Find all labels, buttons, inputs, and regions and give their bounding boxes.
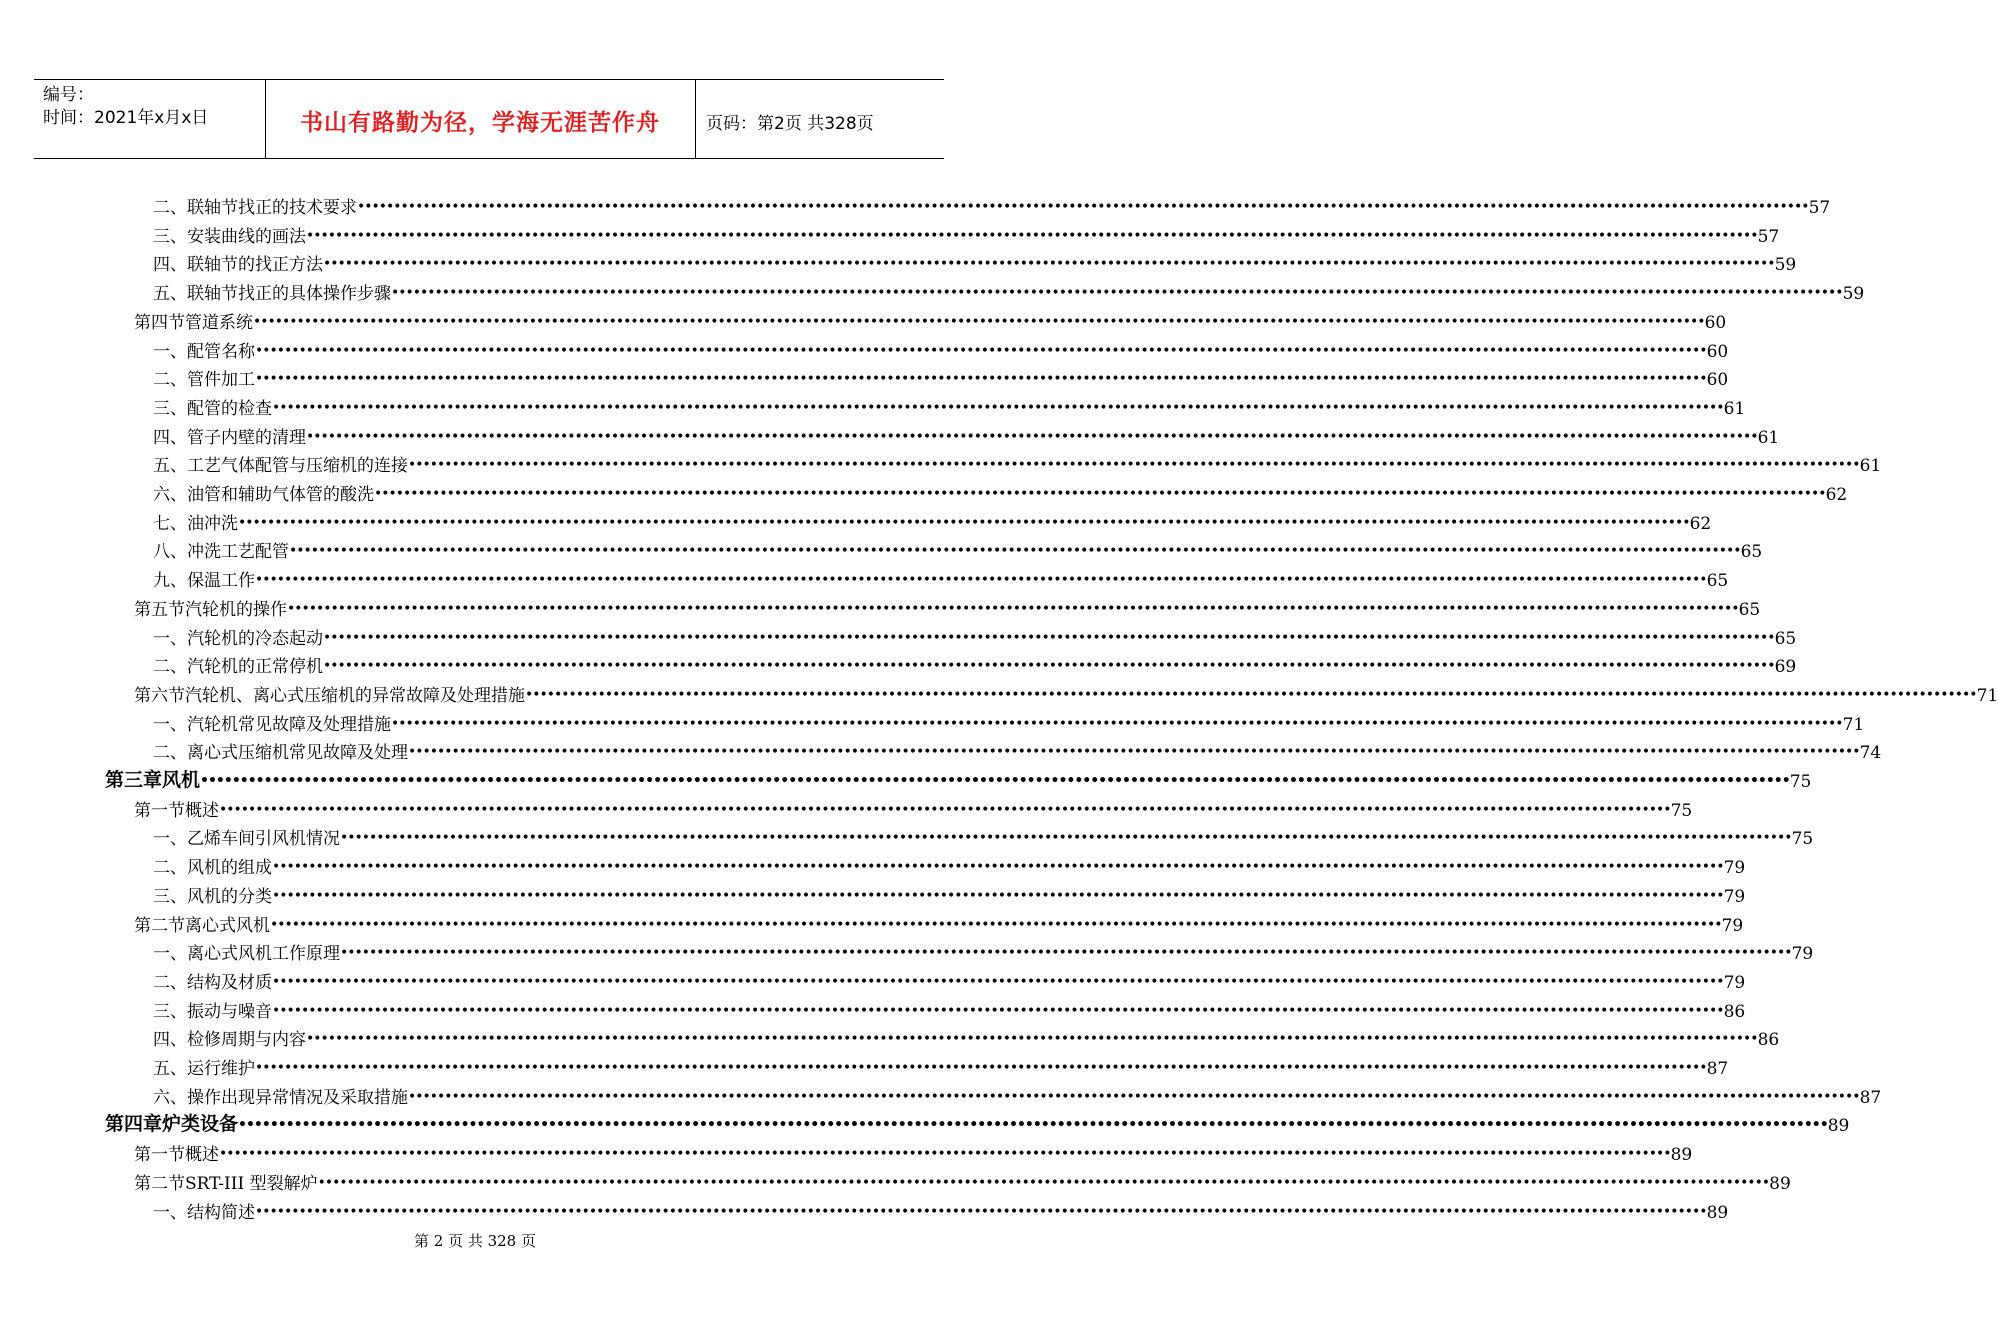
toc-entry-number: 四、 <box>153 1030 187 1051</box>
toc-entry-title: 风机的组成 <box>187 858 272 879</box>
toc-entry[interactable] <box>153 649 1797 678</box>
toc-entry[interactable] <box>153 936 1814 965</box>
toc-leader-dots: •••••••••••••••••••••••••••••••••••••••••••••••••••••••••••••••••••••••••••••••••••••••••••••••••••••••••••••••••••••••••••••••••••••••••••••••••••••••••••••••••••••••••••••••••••••••••••••••••••••••• <box>525 686 1977 703</box>
toc-entry-number: 第一节 <box>134 800 185 821</box>
toc-entry-page: 57 <box>1757 226 1780 247</box>
toc-entry-title: 汽轮机常见故障及处理措施 <box>187 714 391 735</box>
header-motto: 书山有路勤为径，学海无涯苦作舟 <box>300 110 660 136</box>
toc-leader-dots: •••••••••••••••••••••••••••••••••••••••••••••••••••••••••••••••••••••••••••••••••••••••••••••••••••••••••••••••••••••••••••••••••••••••••••••••••••••••••••••••••••••••••••••••••••••••••••••••••••••••• <box>219 801 1671 818</box>
toc-entry-title: 结构及材质 <box>187 972 272 993</box>
toc-entry-title: 风机 <box>162 769 201 791</box>
toc-entry-number: 二、 <box>153 370 187 391</box>
toc-entry-page: 79 <box>1723 886 1746 907</box>
toc-entry-page: 79 <box>1723 858 1746 879</box>
doc-number-label: 编号： <box>43 85 94 105</box>
toc-entry-number: 一、 <box>153 1202 187 1223</box>
toc-leader-dots: •••••••••••••••••••••••••••••••••••••••••••••••••••••••••••••••••••••••••••••••••••••••••••••••••••••••••••••••••••••••••••••••••••••••••••••••••••••••••••••••••••••••••••••••••••••••••••••••••••••••• <box>323 658 1775 675</box>
toc-entry-number: 七、 <box>153 513 187 534</box>
toc-entry[interactable] <box>153 276 1865 305</box>
toc-entry-page: 60 <box>1706 370 1729 391</box>
toc-entry-page: 62 <box>1689 513 1712 534</box>
toc-entry-title: 概述 <box>185 800 219 821</box>
toc-entry[interactable] <box>134 908 1744 936</box>
toc-entry-number: 第二节 <box>134 1173 185 1194</box>
toc-entry[interactable] <box>153 448 1882 477</box>
toc-entry-number: 二、 <box>153 858 187 879</box>
toc-entry-page: 87 <box>1859 1087 1882 1108</box>
toc-leader-dots: •••••••••••••••••••••••••••••••••••••••••••••••••••••••••••••••••••••••••••••••••••••••••••••••••••••••••••••••••••••••••••••••••••••••••••••••••••••••••••••••••••••••••••••••••••••••••••••••••••••••• <box>272 887 1724 904</box>
toc-entry-number: 三、 <box>153 886 187 907</box>
toc-entry-page: 62 <box>1825 485 1848 505</box>
toc-entry[interactable] <box>153 735 1882 764</box>
toc-entry-page: 71 <box>1976 685 1998 706</box>
toc-entry-number: 五、 <box>153 284 187 305</box>
toc-entry-number: 二、 <box>153 657 187 678</box>
time-line: 时间：2021年x月x日 <box>43 108 209 128</box>
toc-entry-title: 冲洗工艺配管 <box>187 542 289 563</box>
toc-entry-title: 管件加工 <box>187 370 255 391</box>
toc-entry[interactable] <box>153 1080 1882 1108</box>
toc-entry-page: 60 <box>1704 312 1727 333</box>
toc-entry-title: 检修周期与内容 <box>187 1030 306 1051</box>
toc-entry-title: 联轴节的找正方法 <box>187 255 323 276</box>
toc-entry[interactable] <box>134 305 1727 333</box>
toc-leader-dots: •••••••••••••••••••••••••••••••••••••••••••••••••••••••••••••••••••••••••••••••••••••••••••••••••••••••••••••••••••••••••••••••••••••••••••••••••••••••••••••••••••••••••••••••••••••••••••••••••••••••• <box>374 486 1826 502</box>
toc-entry-number: 八、 <box>153 542 187 563</box>
toc-entry[interactable] <box>153 362 1729 391</box>
toc-entry-number: 二、 <box>153 972 187 993</box>
document-header <box>34 79 944 159</box>
toc-entry-page: 65 <box>1706 571 1729 592</box>
toc-leader-dots: •••••••••••••••••••••••••••••••••••••••••••••••••••••••••••••••••••••••••••••••••••••••••••••••••••••••••••••••••••••••••••••••••••••••••••••••••••••••••••••••••••••••••••••••••••••••••••••••••••••••• <box>391 285 1843 302</box>
toc-leader-dots: •••••••••••••••••••••••••••••••••••••••••••••••••••••••••••••••••••••••••••••••••••••••••••••••••••••••••••••••••••••••••••••••••••••••••••••••••••••••••••••••••••••••••••••••••••••••••••••••••••••••• <box>408 744 1860 761</box>
toc-leader-dots: •••••••••••••••••••••••••••••••••••••••••••••••••••••••••••••••••••••••••••••••••••••••••••••••••••••••••••••••••••••••••••••••••••••••••••••••••••••••••••••••••••••••••••••••••••••••••••••••••••••••• <box>238 514 1690 531</box>
toc-entry-page: 69 <box>1774 657 1797 678</box>
toc-leader-dots: •••••••••••••••••••••••••••••••••••••••••••••••••••••••••••••••••••••••••••••••••••••••••••••••••••••••••••••••••••••••••••••••••••••••••••••••••••••••••••••••••••••••••••••••••••••••••••••••••••••••• <box>255 371 1707 388</box>
toc-entry[interactable] <box>134 793 1693 821</box>
header-page-info: 页码：第2页 共328页 <box>706 114 874 134</box>
toc-entry-page: 75 <box>1670 800 1693 821</box>
page-footer: 第 2 页 共 328 页 <box>413 1232 536 1250</box>
toc-entry-page: 89 <box>1706 1202 1729 1223</box>
toc-entry[interactable] <box>105 1108 1850 1137</box>
toc-entry-number: 九、 <box>153 571 187 592</box>
toc-leader-dots: •••••••••••••••••••••••••••••••••••••••••••••••••••••••••••••••••••••••••••••••••••••••••••••••••••••••••••••••••••••••••••••••••••••••••••••••••••••••••••••••••••••••••••••••••••••••••••••••••••••••• <box>306 227 1758 244</box>
toc-entry-title: 管子内壁的清理 <box>187 427 306 448</box>
toc-entry-title: 油管和辅助气体管的酸洗 <box>187 485 374 505</box>
header-meta <box>43 84 208 130</box>
toc-entry-number: 第六节 <box>134 685 185 706</box>
toc-entry-page: 74 <box>1859 743 1882 764</box>
toc-entry-page: 65 <box>1738 599 1761 620</box>
toc-entry-title: 运行维护 <box>187 1059 255 1079</box>
toc-leader-dots: •••••••••••••••••••••••••••••••••••••••••••••••••••••••••••••••••••••••••••••••••••••••••••••••••••••••••••••••••••••••••••••••••••••••••••••••••••••••••••••••••••••••••••••••••••••••••••••••••••••••• <box>272 973 1724 990</box>
toc-entry-number: 三、 <box>153 1001 187 1022</box>
toc-leader-dots: •••••••••••••••••••••••••••••••••••••••••••••••••••••••••••••••••••••••••••••••••••••••••••••••••••••••••••••••••••••••••••••••••••••••••••••••••••••••••••••••••••••••••••••••••••••••••••••••••••••••• <box>391 715 1843 732</box>
toc-entry-title: 操作出现异常情况及采取措施 <box>187 1087 408 1108</box>
toc-entry[interactable] <box>153 1022 1780 1051</box>
toc-leader-dots: •••••••••••••••••••••••••••••••••••••••••••••••••••••••••••••••••••••••••••••••••••••••••••••••••••••••••••••••••••••••••••••••••••••••••••••••••••••••••••••••••••••••••••••••••••••••••••••••••••••••• <box>357 199 1809 215</box>
toc-entry-number: 一、 <box>153 944 187 965</box>
toc-entry-page: 89 <box>1670 1145 1693 1166</box>
toc-entry-page: 59 <box>1774 255 1797 276</box>
toc-entry[interactable] <box>153 219 1780 247</box>
toc-leader-dots: •••••••••••••••••••••••••••••••••••••••••••••••••••••••••••••••••••••••••••••••••••••••••••••••••••••••••••••••••••••••••••••••••••••••••••••••••••••••••••••••••••••••••••••••••••••••••••••••••••••••• <box>238 1117 1828 1134</box>
toc-entry[interactable] <box>153 1195 1729 1223</box>
toc-entry-page: 71 <box>1842 714 1865 735</box>
toc-entry-page: 87 <box>1706 1059 1729 1079</box>
toc-leader-dots: •••••••••••••••••••••••••••••••••••••••••••••••••••••••••••••••••••••••••••••••••••••••••••••••••••••••••••••••••••••••••••••••••••••••••••••••••••••••••••••••••••••••••••••••••••••••••••••••••••••••• <box>289 543 1741 560</box>
toc-leader-dots: •••••••••••••••••••••••••••••••••••••••••••••••••••••••••••••••••••••••••••••••••••••••••••••••••••••••••••••••••••••••••••••••••••••••••••••••••••••••••••••••••••••••••••••••••••••••••••••••••••••••• <box>255 1203 1707 1220</box>
toc-entry[interactable] <box>153 391 1746 419</box>
toc-entry-number: 一、 <box>153 341 187 362</box>
toc-entry-number: 第三章 <box>105 769 163 791</box>
toc-entry-number: 五、 <box>153 1059 187 1079</box>
toc-leader-dots: •••••••••••••••••••••••••••••••••••••••••••••••••••••••••••••••••••••••••••••••••••••••••••••••••••••••••••••••••••••••••••••••••••••••••••••••••••••••••••••••••••••••••••••••••••••••••••••••••••••••• <box>270 916 1722 933</box>
toc-entry-number: 二、 <box>153 743 187 764</box>
toc-entry-page: 79 <box>1721 915 1744 936</box>
toc-entry-number: 二、 <box>153 198 187 218</box>
toc-entry[interactable] <box>134 1166 1791 1194</box>
toc-entry-title: 联轴节找正的技术要求 <box>187 198 357 218</box>
toc-entry-title: 油冲洗 <box>187 513 238 534</box>
toc-entry-title: 汽轮机的正常停机 <box>187 657 323 678</box>
toc-entry-title: 离心式风机 <box>185 915 270 936</box>
toc-leader-dots: •••••••••••••••••••••••••••••••••••••••••••••••••••••••••••••••••••••••••••••••••••••••••••••••••••••••••••••••••••••••••••••••••••••••••••••••••••••••••••••••••••••••••••••••••••••••••••••••••••••••• <box>340 830 1792 847</box>
toc-entry-title: SRT-III 型裂解炉 <box>185 1173 318 1194</box>
toc-leader-dots: •••••••••••••••••••••••••••••••••••••••••••••••••••••••••••••••••••••••••••••••••••••••••••••••••••••••••••••••••••••••••••••••••••••••••••••••••••••••••••••••••••••••••••••••••••••••••••••••••••••••• <box>306 428 1758 445</box>
toc-entry[interactable] <box>134 678 1998 706</box>
toc-entry-page: 61 <box>1757 427 1780 448</box>
toc-entry[interactable] <box>153 506 1712 534</box>
toc-entry[interactable] <box>153 850 1746 879</box>
toc-entry-title: 管道系统 <box>185 312 253 333</box>
toc-entry-page: 59 <box>1842 284 1865 305</box>
toc-entry[interactable] <box>153 420 1780 448</box>
toc-entry-page: 75 <box>1791 829 1814 850</box>
toc-leader-dots: •••••••••••••••••••••••••••••••••••••••••••••••••••••••••••••••••••••••••••••••••••••••••••••••••••••••••••••••••••••••••••••••••••••••••••••••••••••••••••••••••••••••••••••••••••••••••••••••••••••••• <box>408 457 1860 474</box>
toc-leader-dots: •••••••••••••••••••••••••••••••••••••••••••••••••••••••••••••••••••••••••••••••••••••••••••••••••••••••••••••••••••••••••••••••••••••••••••••••••••••••••••••••••••••••••••••••••••••••••••••••••••••••• <box>200 773 1790 789</box>
toc-entry[interactable] <box>153 334 1729 362</box>
toc-entry[interactable] <box>153 534 1763 563</box>
toc-entry-title: 炉类设备 <box>162 1113 239 1136</box>
toc-entry-page: 86 <box>1723 1001 1746 1022</box>
toc-leader-dots: •••••••••••••••••••••••••••••••••••••••••••••••••••••••••••••••••••••••••••••••••••••••••••••••••••••••••••••••••••••••••••••••••••••••••••••••••••••••••••••••••••••••••••••••••••••••••••••••••••••••• <box>272 399 1724 416</box>
toc-entry-page: 86 <box>1757 1030 1780 1051</box>
toc-entry-number: 一、 <box>153 628 187 649</box>
toc-entry-number: 三、 <box>153 398 187 419</box>
toc-entry-page: 89 <box>1827 1116 1850 1137</box>
toc-entry[interactable] <box>153 821 1814 850</box>
toc-leader-dots: •••••••••••••••••••••••••••••••••••••••••••••••••••••••••••••••••••••••••••••••••••••••••••••••••••••••••••••••••••••••••••••••••••••••••••••••••••••••••••••••••••••••••••••••••••••••••••••••••••••••• <box>272 1002 1724 1019</box>
toc-entry[interactable] <box>153 477 1848 505</box>
toc-entry-page: 60 <box>1706 341 1729 362</box>
toc-entry[interactable] <box>153 621 1797 649</box>
toc-entry-title: 保温工作 <box>187 571 255 592</box>
toc-entry-title: 汽轮机的冷态起动 <box>187 628 323 649</box>
toc-entry[interactable] <box>153 247 1797 276</box>
toc-entry-title: 安装曲线的画法 <box>187 226 306 247</box>
toc-entry-title: 概述 <box>185 1145 219 1166</box>
header-divider <box>695 80 696 158</box>
toc-entry-number: 第五节 <box>134 599 185 620</box>
toc-entry[interactable] <box>105 764 1812 792</box>
toc-entry-title: 配管名称 <box>187 341 255 362</box>
toc-entry[interactable] <box>153 965 1746 993</box>
toc-entry-number: 第二节 <box>134 915 185 936</box>
toc-leader-dots: •••••••••••••••••••••••••••••••••••••••••••••••••••••••••••••••••••••••••••••••••••••••••••••••••••••••••••••••••••••••••••••••••••••••••••••••••••••••••••••••••••••••••••••••••••••••••••••••••••••••• <box>408 1088 1860 1105</box>
toc-leader-dots: •••••••••••••••••••••••••••••••••••••••••••••••••••••••••••••••••••••••••••••••••••••••••••••••••••••••••••••••••••••••••••••••••••••••••••••••••••••••••••••••••••••••••••••••••••••••••••••••••••••••• <box>253 313 1705 330</box>
toc-entry-number: 四、 <box>153 255 187 276</box>
toc-entry-title: 汽轮机、离心式压缩机的异常故障及处理措施 <box>185 685 525 706</box>
toc-entry-number: 第一节 <box>134 1145 185 1166</box>
toc-entry-number: 四、 <box>153 427 187 448</box>
toc-entry-page: 65 <box>1774 628 1797 649</box>
toc-entry-title: 联轴节找正的具体操作步骤 <box>187 284 391 305</box>
toc-leader-dots: •••••••••••••••••••••••••••••••••••••••••••••••••••••••••••••••••••••••••••••••••••••••••••••••••••••••••••••••••••••••••••••••••••••••••••••••••••••••••••••••••••••••••••••••••••••••••••••••••••••••• <box>323 629 1775 646</box>
toc-entry-page: 61 <box>1723 398 1746 419</box>
toc-entry-number: 第四章 <box>105 1113 163 1136</box>
toc-entry-number: 五、 <box>153 456 187 477</box>
toc-entry-page: 79 <box>1791 944 1814 965</box>
toc-leader-dots: •••••••••••••••••••••••••••••••••••••••••••••••••••••••••••••••••••••••••••••••••••••••••••••••••••••••••••••••••••••••••••••••••••••••••••••••••••••••••••••••••••••••••••••••••••••••••••••••••••••••• <box>219 1146 1671 1163</box>
toc-entry-title: 风机的分类 <box>187 886 272 907</box>
toc-entry-page: 75 <box>1789 772 1812 792</box>
toc-entry-title: 离心式风机工作原理 <box>187 944 340 965</box>
toc-leader-dots: •••••••••••••••••••••••••••••••••••••••••••••••••••••••••••••••••••••••••••••••••••••••••••••••••••••••••••••••••••••••••••••••••••••••••••••••••••••••••••••••••••••••••••••••••••••••••••••••••••••••• <box>306 1031 1758 1048</box>
toc-entry-page: 57 <box>1808 198 1831 218</box>
toc-entry-page: 79 <box>1723 972 1746 993</box>
toc-leader-dots: •••••••••••••••••••••••••••••••••••••••••••••••••••••••••••••••••••••••••••••••••••••••••••••••••••••••••••••••••••••••••••••••••••••••••••••••••••••••••••••••••••••••••••••••••••••••••••••••••••••••• <box>287 600 1739 617</box>
toc-entry[interactable] <box>153 994 1746 1022</box>
toc-leader-dots: •••••••••••••••••••••••••••••••••••••••••••••••••••••••••••••••••••••••••••••••••••••••••••••••••••••••••••••••••••••••••••••••••••••••••••••••••••••••••••••••••••••••••••••••••••••••••••••••••••••••• <box>255 572 1707 589</box>
toc-leader-dots: •••••••••••••••••••••••••••••••••••••••••••••••••••••••••••••••••••••••••••••••••••••••••••••••••••••••••••••••••••••••••••••••••••••••••••••••••••••••••••••••••••••••••••••••••••••••••••••••••••••••• <box>340 945 1792 962</box>
toc-entry[interactable] <box>153 563 1729 592</box>
toc-entry-page: 89 <box>1769 1173 1791 1194</box>
toc-entry-title: 结构简述 <box>187 1202 255 1223</box>
toc-leader-dots: •••••••••••••••••••••••••••••••••••••••••••••••••••••••••••••••••••••••••••••••••••••••••••••••••••••••••••••••••••••••••••••••••••••••••••••••••••••••••••••••••••••••••••••••••••••••••••••••••••••••• <box>272 859 1724 876</box>
toc-entry-title: 离心式压缩机常见故障及处理 <box>187 743 408 764</box>
toc-leader-dots: •••••••••••••••••••••••••••••••••••••••••••••••••••••••••••••••••••••••••••••••••••••••••••••••••••••••••••••••••••••••••••••••••••••••••••••••••••••••••••••••••••••••••••••••••••••••••••••••••••••••• <box>255 1060 1707 1076</box>
toc-entry-number: 六、 <box>153 1087 187 1108</box>
toc-entry-title: 配管的检查 <box>187 398 272 419</box>
toc-entry-number: 三、 <box>153 226 187 247</box>
toc-entry-number: 一、 <box>153 714 187 735</box>
toc-entry-title: 振动与噪音 <box>187 1001 272 1022</box>
toc-entry[interactable] <box>134 592 1761 620</box>
toc-entry-title: 汽轮机的操作 <box>185 599 287 620</box>
toc-entry[interactable] <box>153 707 1865 735</box>
toc-entry-page: 61 <box>1859 456 1882 477</box>
toc-entry[interactable] <box>134 1137 1693 1166</box>
toc-entry[interactable] <box>153 1051 1729 1079</box>
toc-leader-dots: •••••••••••••••••••••••••••••••••••••••••••••••••••••••••••••••••••••••••••••••••••••••••••••••••••••••••••••••••••••••••••••••••••••••••••••••••••••••••••••••••••••••••••••••••••••••••••••••••••••••• <box>323 256 1775 273</box>
toc-entry-number: 一、 <box>153 829 187 850</box>
toc-entry-page: 65 <box>1740 542 1763 563</box>
toc-entry[interactable] <box>153 190 1831 218</box>
toc-leader-dots: •••••••••••••••••••••••••••••••••••••••••••••••••••••••••••••••••••••••••••••••••••••••••••••••••••••••••••••••••••••••••••••••••••••••••••••••••••••••••••••••••••••••••••••••••••••••••••••••••••••••• <box>317 1174 1770 1191</box>
toc-entry-number: 第四节 <box>134 312 185 333</box>
toc-entry-title: 工艺气体配管与压缩机的连接 <box>187 456 408 477</box>
toc-leader-dots: •••••••••••••••••••••••••••••••••••••••••••••••••••••••••••••••••••••••••••••••••••••••••••••••••••••••••••••••••••••••••••••••••••••••••••••••••••••••••••••••••••••••••••••••••••••••••••••••••••••••• <box>255 342 1707 359</box>
toc-entry[interactable] <box>153 879 1746 907</box>
toc-entry-number: 六、 <box>153 485 187 505</box>
toc-entry-title: 乙烯车间引风机情况 <box>187 829 340 850</box>
